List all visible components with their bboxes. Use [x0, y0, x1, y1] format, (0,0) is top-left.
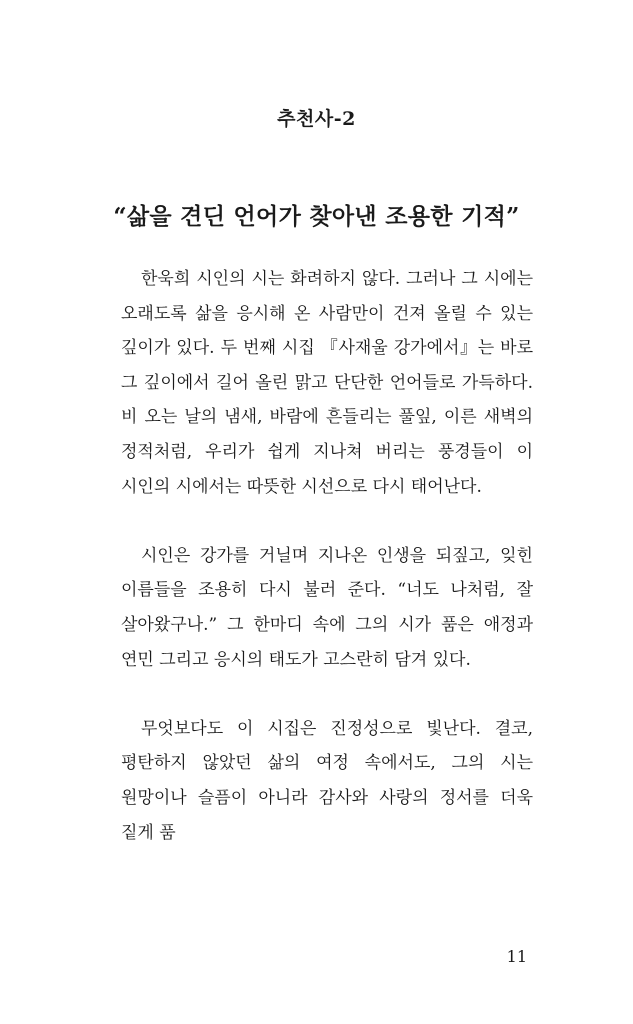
page-number: 11	[506, 947, 527, 966]
paragraph: 무엇보다도 이 시집은 진정성으로 빛난다. 결코, 평탄하지 않았던 삶의 여정 속에서도, 그의 시는 원망이나 슬픔이 아니라 감사와 사랑의 정서를 더욱 짙게 품	[121, 718, 533, 843]
paragraph: 한욱희 시인의 시는 화려하지 않다. 그러나 그 시에는 오래도록 삶을 응시해 온 사람만이 건져 올릴 수 있는 깊이가 있다. 두 번째 시집 『사재울 강가에서』는 바로 그 깊이에서 길어 올린 맑고 단단한 언어들로 가득하다. 비 오는 날의 냄새, 바람에 흔들리는 풀잎, 이른 새벽의 정적처럼, 우리가 쉽게 지나쳐 버리는 풍경들이 이 시인의 시에서는 따뜻한 시선으로 다시 태어난다.	[121, 269, 533, 497]
headline: “삶을 견딘 언어가 찾아낸 조용한 기적”	[113, 203, 520, 230]
section-label: 추천사-2	[277, 108, 356, 130]
body-text	[121, 262, 533, 850]
paragraph: 시인은 강가를 거닐며 지나온 인생을 되짚고, 잊힌 이름들을 조용히 다시 불러 준다. “너도 나처럼, 잘 살아왔구나.” 그 한마디 속에 그의 시가 품은 애정과 연민 그리고 응시의 태도가 고스란히 담겨 있다.	[121, 545, 533, 670]
